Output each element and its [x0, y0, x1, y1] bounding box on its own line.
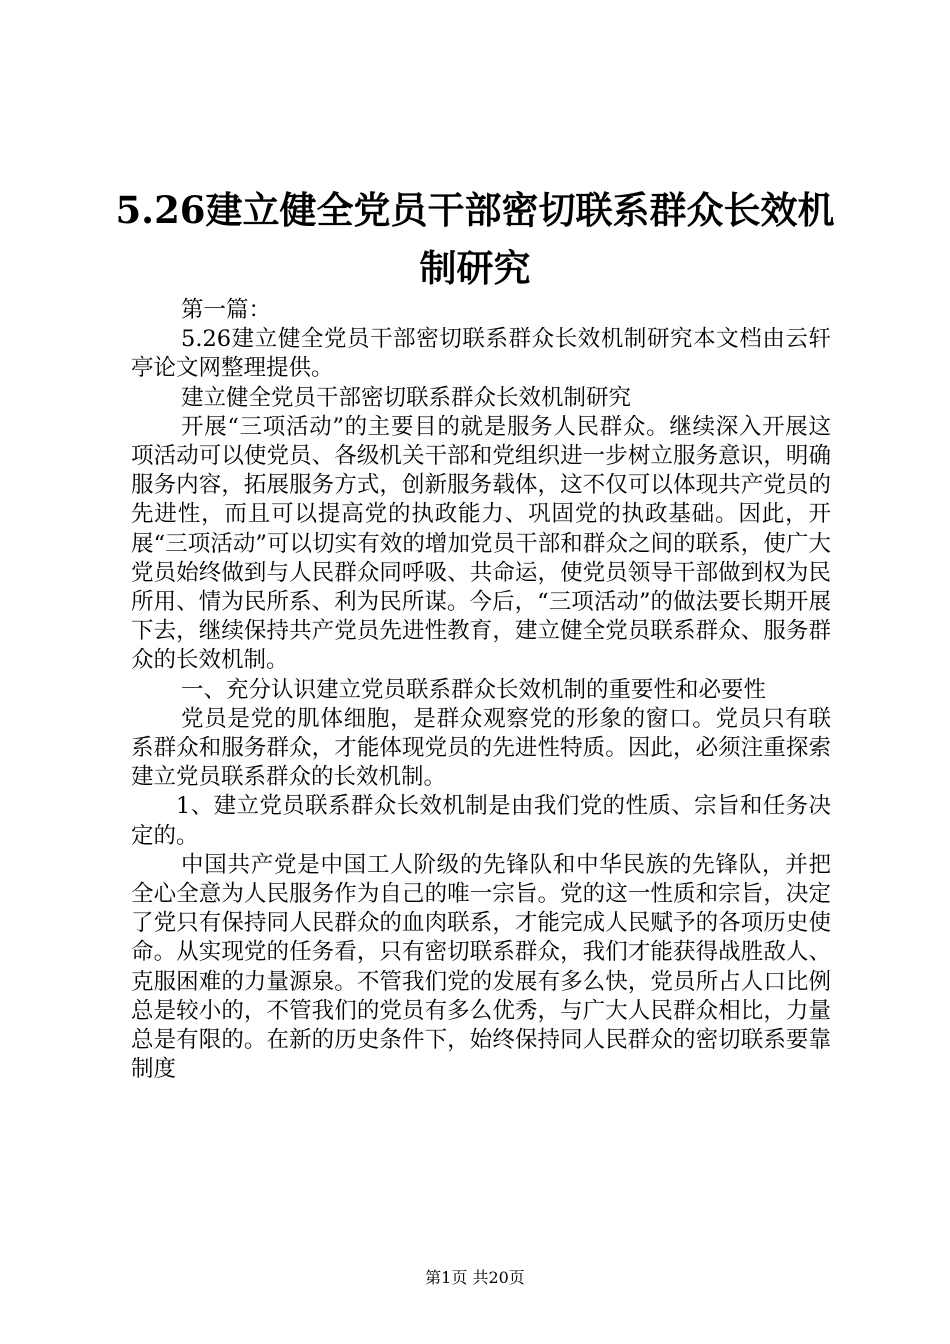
document-title-line-2: 制研究	[419, 246, 531, 290]
document-title-line-1: 5.26建立健全党员干部密切联系群众长效机	[115, 188, 835, 232]
paragraph-subtitle: 建立健全党员干部密切联系群众长效机制研究	[181, 384, 632, 411]
page-footer: 第1页 共20页	[425, 1268, 525, 1287]
document-body	[131, 296, 831, 1084]
paragraph-cpc-nature: 中国共产党是中国工人阶级的先锋队和中华民族的先锋队，并把全心全意为人民服务作为自己的唯一宗旨。党的这一性质和宗旨，决定了党只有保持同人民群众的血肉联系，才能完成人民赋予的各项历史使命。从实现党的任务看，只有密切联系群众，我们才能获得战胜敌人、克服困难的力量源泉。不管我们党的发展有多么快，党员所占人口比例总是较小的，不管我们的党员有多么优秀，与广大人民群众相比，力量总是有限的。在新的历史条件下，始终保持同人民群众的密切联系要靠制度	[131, 851, 831, 1083]
section-heading-1: 一、充分认识建立党员联系群众长效机制的重要性和必要性	[181, 676, 767, 703]
paragraph-intro: 开展“三项活动”的主要目的就是服务人民群众。继续深入开展这项活动可以使党员、各级机关干部和党组织进一步树立服务意识，明确服务内容，拓展服务方式，创新服务载体，这不仅可以体现共产党员的先进性，而且可以提高党的执政能力、巩固党的执政基础。因此，开展“三项活动”可以切实有效的增加党员干部和群众之间的联系，使广大党员始终做到与人民群众同呼吸、共命运，使党员领导干部做到权为民所用、情为民所系、利为民所谋。今后，“三项活动”的做法要长期开展下去，继续保持共产党员先进性教育，建立健全党员联系群众、服务群众的长效机制。	[131, 413, 831, 674]
paragraph-source-note: 5.26建立健全党员干部密切联系群众长效机制研究本文档由云轩亭论文网整理提供。	[131, 326, 831, 382]
subsection-heading-1: 1、建立党员联系群众长效机制是由我们党的性质、宗旨和任务决定的。	[131, 793, 831, 849]
paragraph-party-members: 党员是党的肌体细胞，是群众观察党的形象的窗口。党员只有联系群众和服务群众，才能体现党员的先进性特质。因此，必须注重探索建立党员联系群众的长效机制。	[131, 705, 831, 791]
paragraph-part-label: 第一篇：	[181, 297, 272, 323]
